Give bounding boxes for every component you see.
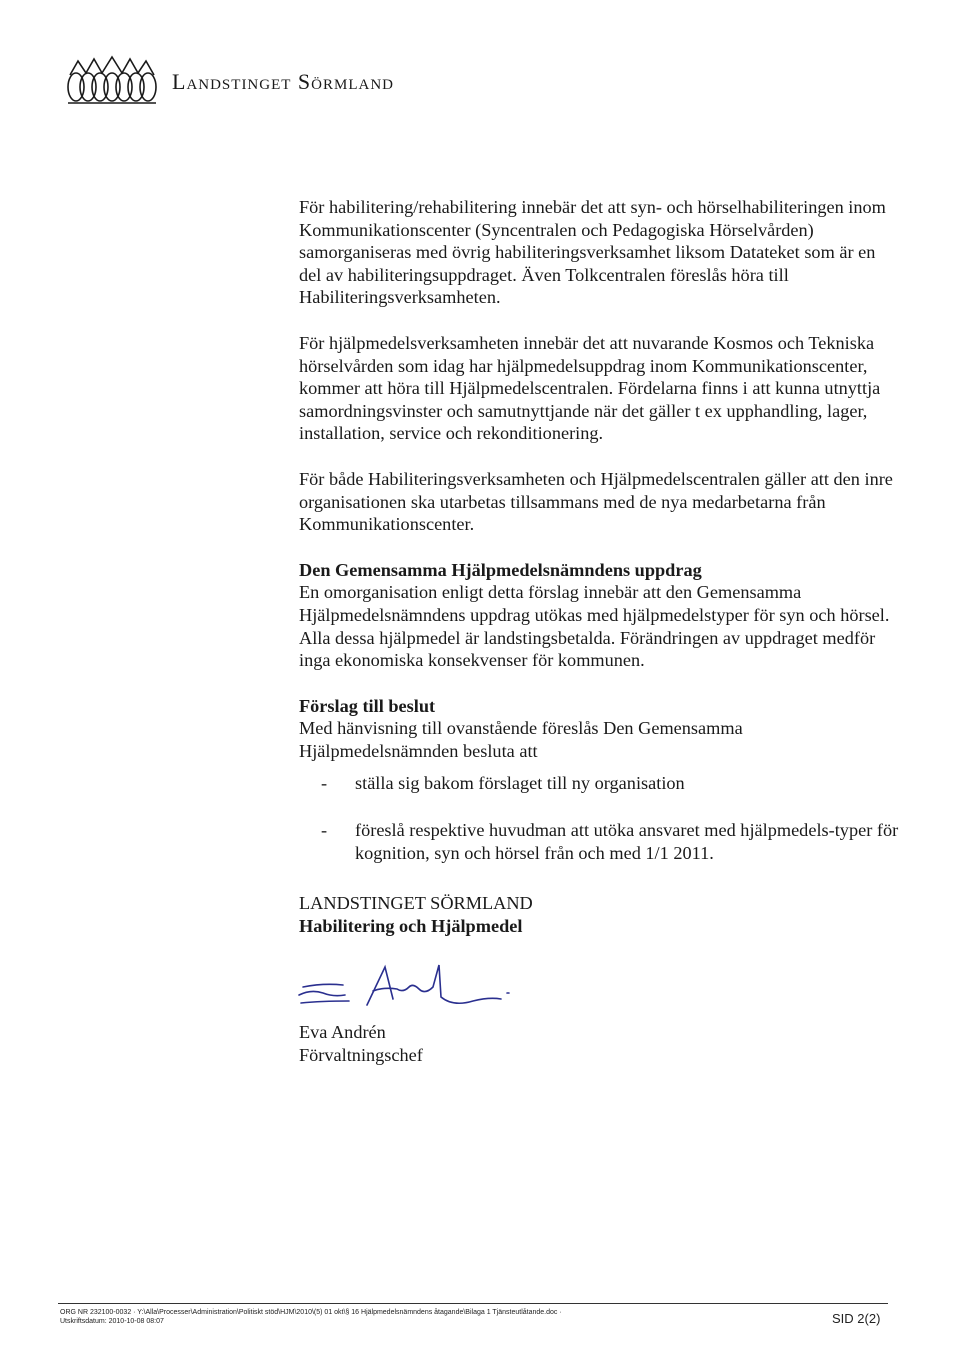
footer-path: ORG NR 232100-0032 · Y:\Alla\Processer\Administration\Politiskt stöd\HJM\2010\(5) 01 okt\§ 16 Hjälpmedelsnämndens åtagande\Bilaga 1 Tjänsteutlåtande.doc ·: [60, 1309, 562, 1316]
page-number: SID 2(2): [832, 1311, 881, 1326]
bullet-dash: -: [321, 820, 328, 841]
paragraph-hjalpmedel: För hjälpmedelsverksamheten innebär det att nuvarande Kosmos och Tekniska hörselvården som idag har hjälpmedelsuppdrag inom Kommunikationscenter, kommer att höra till Hjälpmedelscentralen. Fördelarna finns i att kunna utnyttja samordningsvinster och samutnyttjande när det gäller t ex upphandling, lager, installation, service och rekonditionering.: [299, 332, 881, 444]
letter-body: [299, 196, 899, 1067]
list-item: [299, 819, 899, 864]
list-item-text: ställa sig bakom förslaget till ny organisation: [355, 773, 685, 794]
section-heading: Den Gemensamma Hjälpmedelsnämndens uppdrag: [299, 559, 702, 580]
letterhead: [62, 52, 394, 112]
footer-meta: [60, 1308, 562, 1326]
signatory-name: Eva Andrén: [299, 1022, 386, 1043]
section-text: Med hänvisning till ovanstående föreslås Den Gemensamma Hjälpmedelsnämnden besluta att: [299, 718, 743, 761]
organization-name: Landstinget Sörmland: [172, 69, 394, 94]
list-item: [299, 772, 899, 795]
signature-department: Habilitering och Hjälpmedel: [299, 915, 523, 936]
footer-divider: [58, 1303, 888, 1304]
handwritten-signature: [293, 947, 523, 1017]
bullet-dash: -: [321, 773, 328, 794]
signatory-title: Förvaltningschef: [299, 1045, 423, 1066]
paragraph-organisation: För både Habiliteringsverksamheten och Hjälpmedelscentralen gäller att den inre organisationen ska utarbetas tillsammans med de nya medarbetarna från Kommunikationscenter.: [299, 468, 893, 535]
section-text: En omorganisation enligt detta förslag innebär att den Gemensamma Hjälpmedelsnämndens uppdrag utökas med hjälpmedelstyper för syn och hörsel. Alla dessa hjälpmedel är landstingsbetalda. Förändringen av uppdraget medför inga ekonomiska konsekvenser för kommunen.: [299, 582, 890, 671]
section-heading: Förslag till beslut: [299, 695, 436, 716]
decision-list: [299, 772, 899, 864]
section-forslag: [299, 695, 899, 865]
footer-print-date: Utskriftsdatum: 2010-10-08 08:07: [60, 1318, 164, 1325]
section-uppdrag: [299, 559, 899, 672]
paragraph-habilitering: För habilitering/rehabilitering innebär det att syn- och hörselhabiliteringen inom Kommunikationscenter (Syncentralen och Pedagogiska Hörselvården) samorganiseras med övrig habiliteringsverksamhet liksom Datateket som är en del av habiliteringsuppdraget. Även Tolkcentralen föreslås höra till Habiliteringsverksamheten.: [299, 197, 886, 308]
list-item-text: föreslå respektive huvudman att utöka ansvaret med hjälpmedels-typer för kognition, syn och hörsel från och med 1/1 2011.: [355, 820, 899, 863]
signature-block: [299, 892, 899, 1066]
crown-logo-icon: [62, 53, 162, 111]
signature-organization: LANDSTINGET SÖRMLAND: [299, 893, 533, 914]
